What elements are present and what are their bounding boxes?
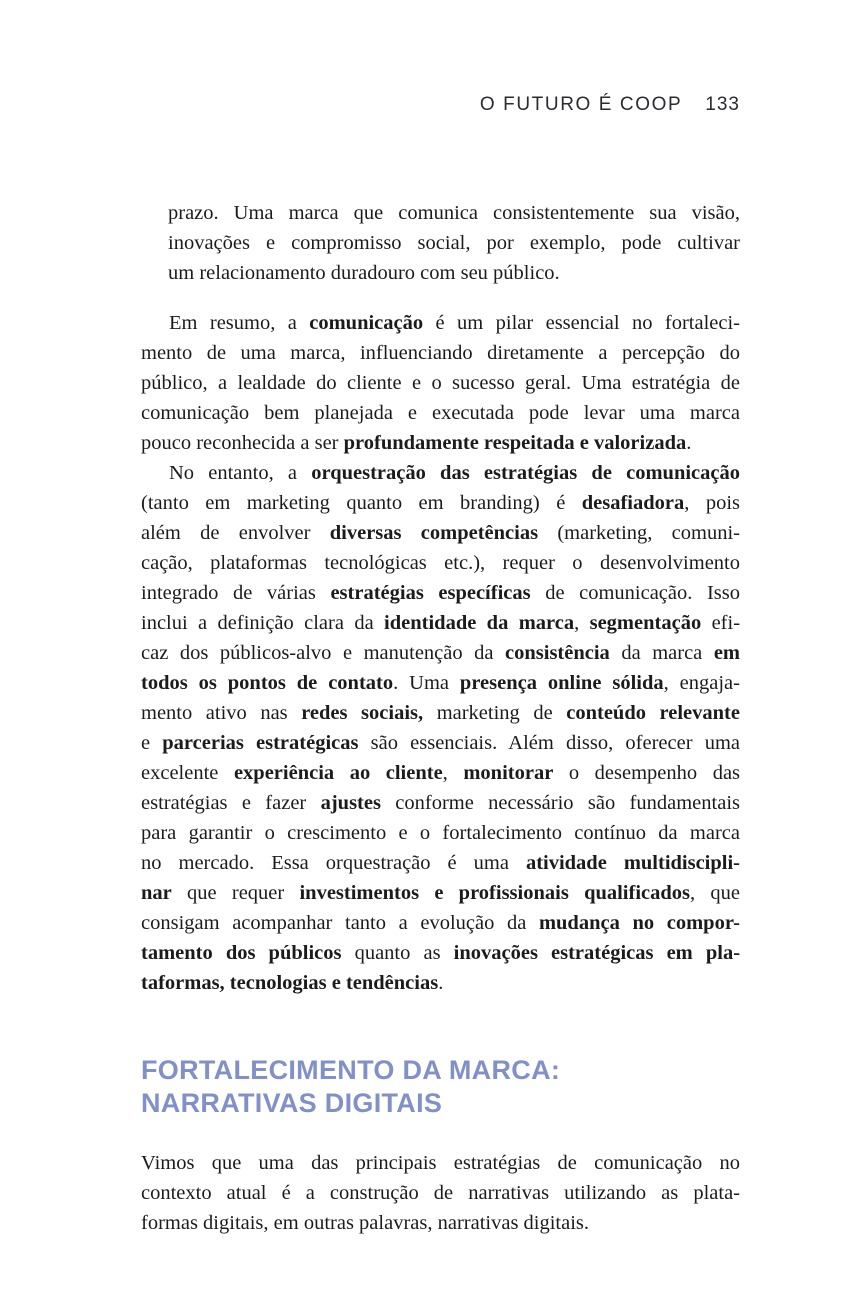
- text-line: integrado de várias estratégias específicas de comunicação. Isso: [141, 582, 740, 604]
- text-line: no mercado. Essa orquestração é uma atividade multidiscipli-: [141, 852, 740, 874]
- text-line: taformas, tecnologias e tendências.: [141, 972, 444, 994]
- text-line: público, a lealdade do cliente e o sucesso geral. Uma estratégia de: [141, 372, 740, 394]
- text-line: tamento dos públicos quanto as inovações estratégicas em pla-: [141, 942, 741, 964]
- paragraph-continuation: [168, 198, 740, 288]
- running-header: [141, 94, 740, 116]
- text-line: mento de uma marca, influenciando diretamente a percepção do: [141, 342, 740, 364]
- text-line: Em resumo, a comunicação é um pilar essencial no fortaleci-: [169, 312, 740, 334]
- text-line: para garantir o crescimento e o fortalecimento contínuo da marca: [141, 822, 740, 844]
- text-line: todos os pontos de contato. Uma presença online sólida, engaja-: [141, 672, 740, 694]
- text-line: pouco reconhecida a ser profundamente respeitada e valorizada.: [141, 432, 692, 454]
- body-text-bottom: [141, 1148, 740, 1238]
- text-line: nar que requer investimentos e profissionais qualificados, que: [141, 882, 740, 904]
- text-line: inovações e compromisso social, por exemplo, pode cultivar: [168, 232, 740, 254]
- text-line: contexto atual é a construção de narrativas utilizando as plata-: [141, 1182, 740, 1204]
- text-line: além de envolver diversas competências (marketing, comuni-: [141, 522, 740, 544]
- text-line: formas digitais, em outras palavras, narrativas digitais.: [141, 1212, 590, 1234]
- text-line: No entanto, a orquestração das estratégias de comunicação: [169, 462, 740, 484]
- paragraph-vimos: [141, 1148, 740, 1238]
- text-line: estratégias e fazer ajustes conforme necessário são fundamentais: [141, 792, 740, 814]
- text-line: Vimos que uma das principais estratégias de comunicação no: [141, 1152, 740, 1174]
- text-line: um relacionamento duradouro com seu público.: [168, 262, 560, 284]
- text-line: mento ativo nas redes sociais, marketing de conteúdo relevante: [141, 702, 740, 724]
- text-line: prazo. Uma marca que comunica consistentemente sua visão,: [168, 202, 740, 224]
- book-title: O FUTURO É COOP: [479, 94, 683, 115]
- text-line: (tanto em marketing quanto em branding) é desafiadora, pois: [141, 492, 740, 514]
- paragraph-em-resumo: [141, 308, 740, 458]
- section-heading: [141, 1054, 740, 1120]
- text-line: inclui a definição clara da identidade da marca, segmentação efi-: [141, 612, 741, 634]
- body-text-top: [141, 198, 740, 998]
- text-line: e parcerias estratégicas são essenciais. Além disso, oferecer uma: [141, 732, 740, 754]
- text-line: consigam acompanhar tanto a evolução da mudança no compor-: [141, 912, 740, 934]
- page-number: 133: [705, 94, 740, 115]
- text-line: cação, plataformas tecnológicas etc.), requer o desenvolvimento: [141, 552, 740, 574]
- text-line: excelente experiência ao cliente, monitorar o desempenho das: [141, 762, 741, 784]
- text-line: caz dos públicos-alvo e manutenção da consistência da marca em: [141, 642, 740, 664]
- text-line: comunicação bem planejada e executada pode levar uma marca: [141, 402, 740, 424]
- paragraph-no-entanto: [141, 458, 740, 998]
- section-heading-line-1: FORTALECIMENTO DA MARCA:: [141, 1055, 561, 1085]
- section-heading-line-2: NARRATIVAS DIGITAIS: [141, 1088, 443, 1118]
